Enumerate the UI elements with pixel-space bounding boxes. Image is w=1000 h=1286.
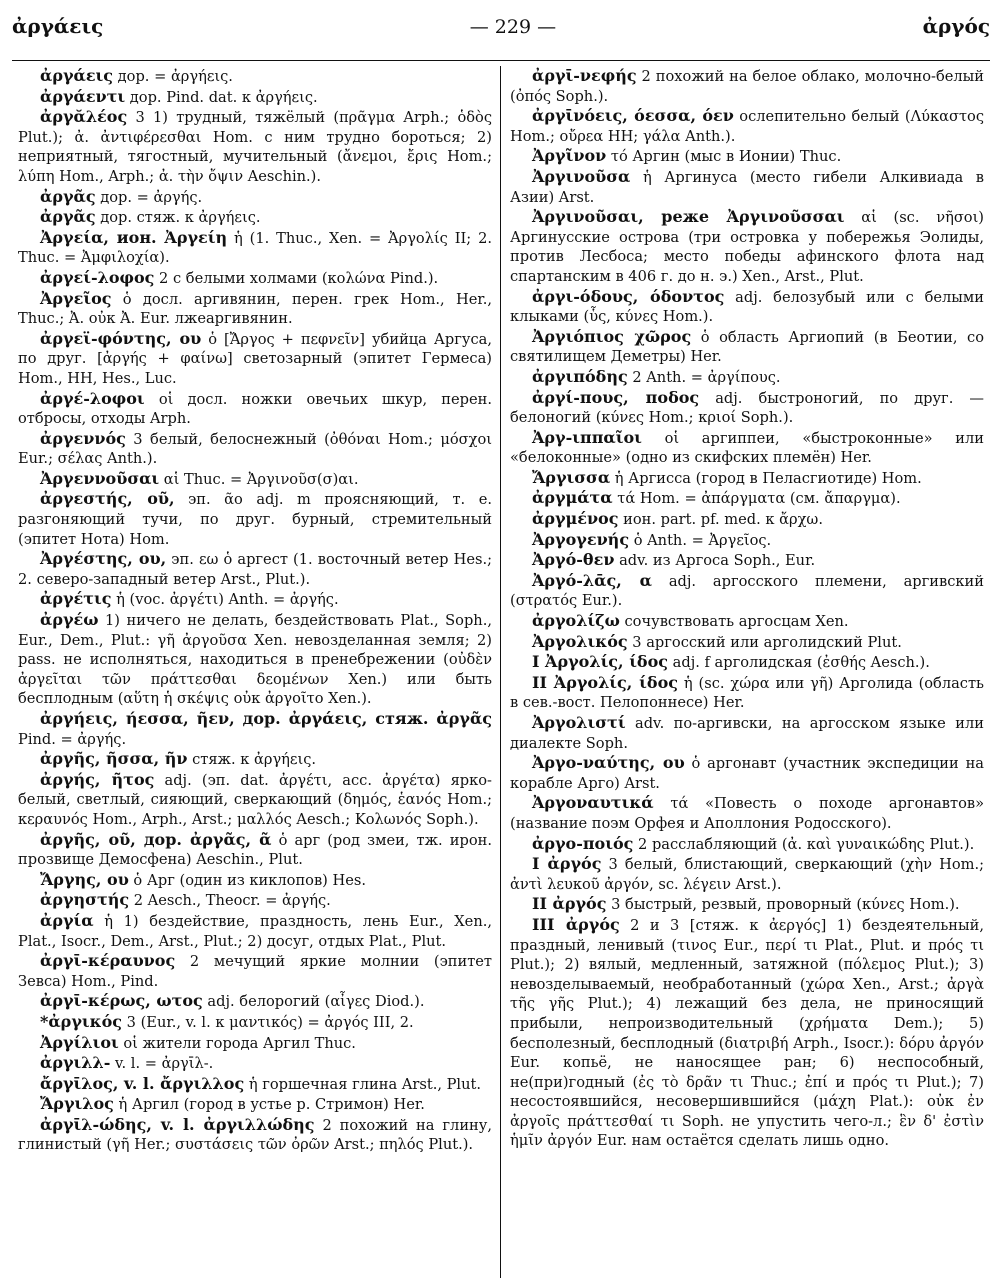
dictionary-entry <box>18 549 492 589</box>
entry-definition: ὁ арг (род змеи, тж. ирон. прозвище Демосфена) Aeschin., Plut. <box>18 831 492 869</box>
dictionary-entry <box>18 1033 492 1054</box>
dictionary-entry <box>18 770 492 830</box>
entry-definition: τά Hom. = ἀπάργματα (см. ἄπαργμα). <box>612 490 901 508</box>
dictionary-entry <box>18 207 492 228</box>
entry-headword: ἀργήεις, ήεσσα, ῆεν, дор. ἀργάεις, стяж. ἀργᾶς <box>40 709 492 728</box>
entry-definition: αἱ (sc. νῆσοι) Аргинусские острова (три островка у побережья Эолиды, против Лесбоса; место победы афинского флота над спартанским в 406 г. до н. э.) Xen., Arst., Plut. <box>510 209 984 285</box>
dictionary-entry <box>18 87 492 108</box>
dictionary-entry <box>510 327 984 367</box>
dictionary-entry <box>18 268 492 289</box>
entry-definition: ὁ досл. аргивянин, перен. грек Hom., Her., Thuc.; Ἀ. οὐκ Ἀ. Eur. лжеаргивянин. <box>18 290 492 328</box>
entry-headword: Ἀργινοῦσα <box>532 166 631 186</box>
entry-definition: ὁ Арг (один из киклопов) Hes. <box>128 871 367 889</box>
dictionary-entry <box>510 66 984 106</box>
entry-headword: Ἀργό-θεν <box>532 550 615 570</box>
entry-headword: Ἀργεῖος <box>40 288 112 308</box>
entry-definition: ἡ (voc. ἀργέτι) Anth. = ἀργής. <box>111 591 339 609</box>
dictionary-entry <box>18 389 492 429</box>
entry-headword: ἀργιλλ- <box>40 1053 111 1073</box>
entry-headword: Ἀργίλιοι <box>40 1032 119 1052</box>
header-last-headword: ἀργός <box>922 14 990 38</box>
entry-headword: Ἄργης, ου <box>40 869 129 889</box>
dictionary-entry <box>18 911 492 951</box>
entry-headword: ἀργεϊ-φόντης, ου <box>40 328 202 348</box>
dictionary-entry <box>18 107 492 186</box>
entry-headword: ἀργᾶς <box>40 207 96 227</box>
entry-definition: 2 с белыми холмами (κολώνα Pind.). <box>154 269 439 287</box>
entry-definition: 3 белый, блистающий, сверкающий (χὴν Hom.; ἀντὶ λευκοῦ ἀργόν, sc. λέγειν Arst.). <box>510 856 984 893</box>
dictionary-entry <box>510 753 984 793</box>
entry-definition: adj. белорогий (αἶγες Diod.). <box>202 993 425 1011</box>
entry-headword: Ἀργολικός <box>532 631 628 651</box>
entry-definition: ἡ Аргил (город в устье р. Стримон) Her. <box>113 1096 425 1114</box>
dictionary-entry <box>18 610 492 709</box>
dictionary-entry <box>18 749 492 770</box>
entry-definition: 3 (Eur., v. l. к μαντικός) = ἀργός III, 2. <box>122 1013 414 1031</box>
entry-definition: 2 похожий на белое облако, молочно-белый (ὀπός Soph.). <box>510 68 984 105</box>
entry-headword: I Ἀργολίς, ίδος <box>532 652 669 672</box>
page-header <box>12 14 990 46</box>
entry-headword: Ἀργιόπιος χῶρος <box>532 326 692 346</box>
entry-headword: ἀργιπόδης <box>532 366 628 386</box>
entry-definition: сочувствовать аргосцам Xen. <box>619 613 849 631</box>
entry-definition: ἡ Аргисса (город в Пеласгиотиде) Hom. <box>610 469 922 487</box>
entry-definition: τά «Повесть о походе аргонавтов» (название поэм Орфея и Аполлония Родосского). <box>510 795 984 832</box>
dictionary-entry <box>18 589 492 610</box>
entry-definition: ὁ область Аргиопий (в Беотии, со святилищем Деметры) Her. <box>510 328 984 366</box>
dictionary-entry <box>510 673 984 713</box>
dictionary-entry <box>18 1012 492 1033</box>
dictionary-entry <box>18 951 492 991</box>
entry-definition: 2 Anth. = ἀργίπους. <box>627 368 781 386</box>
entry-headword: Ἀργεννοῦσαι <box>40 468 160 488</box>
dictionary-entry <box>18 890 492 911</box>
dictionary-entry <box>510 894 984 915</box>
entry-headword: III ἀργός <box>532 914 620 934</box>
entry-definition: adj. быстроногий, по друг. — белоногий (κύνες Hom.; κριοί Soph.). <box>510 389 984 427</box>
entry-headword: Ἀργ-ιππαῖοι <box>532 427 642 447</box>
entry-headword: Ἀργεία, ион. Ἀργείη <box>40 227 228 247</box>
entry-headword: ἀργῑ-κέραυνος <box>40 951 176 971</box>
entry-definition: adv. из Аргоса Soph., Eur. <box>614 552 816 570</box>
entry-definition: 2 и 3 [стяж. к ἀεργός] 1) бездеятельный, праздный, ленивый (τινος Eur., περί τι Plat., Plut. и πρός τι Plut.); 2) вялый, медленный, затяжной (πόλεμος Plut.); 3) невозделываемый, необработанный (χώρα Xen., Arst.; ἀργὰ τῆς γῆς Plut.); 4) лежащий без дела, не приносящий прибыли, непроизводительный (χρήματα Dem.); 5) бесполезный, бесплодный (διατριβή Arph., Isocr.): δόρυ ἀργόν Eur. копьё, не наносящее ран; 6) неспособный, не(при)годный (ἐς τὸ δρᾶν τι Thuc.; ἐπί и πρός τι Plut.); 7) несостоявшийся, несовершившийся (μάχη Plat.): οὐκ ἐν ἀργοῖς πράττεσθαί τι Soph. не упустить чего-л.; ἓν δ' ἐστὶν ἡμῖν ἀργόν Eur. нам остаётся сделать лишь одно. <box>510 916 985 1150</box>
entry-definition: ἡ (1. Thuc., Xen. = Ἀργολίς II; 2. Thuc. = Ἀμφιλοχία). <box>18 229 492 267</box>
dictionary-entry <box>510 488 984 509</box>
entry-headword: ἀργῑνόεις, όεσσα, όεν <box>532 106 734 126</box>
entry-definition: эп. εω ὁ аргест (1. восточный ветер Hes.; 2. северо-западный ветер Arst., Plut.). <box>18 551 492 588</box>
entry-headword: Ἄργισσα <box>532 467 611 487</box>
entry-definition: ἡ (sc. χώρα или γῆ) Арголида (область в сев.-вост. Пелопоннесе) Her. <box>510 674 985 712</box>
entry-definition: дор. стяж. к ἀργήεις. <box>95 209 261 227</box>
dictionary-entry <box>510 915 984 1151</box>
entry-definition: ὁ аргонавт (участник экспедиции на корабле Арго) Arst. <box>510 755 985 792</box>
entry-headword: ἀργῑ-κέρως, ωτος <box>40 991 203 1011</box>
entry-definition: эп. ᾶο adj. m проясняющий, т. е. разгоняющий тучи, по друг. бурный, стремительный (эпитет Нота) Hom. <box>18 491 492 548</box>
entry-headword: ἀργᾶς <box>40 186 96 206</box>
entry-definition: дор. = ἀργήεις. <box>113 68 233 85</box>
entry-definition: 3 белый, белоснежный (ὀθόναι Hom.; μόσχοι Eur.; σέλας Anth.). <box>18 430 492 468</box>
entry-headword: ἀργέω <box>40 610 99 630</box>
entry-definition: 3 быстрый, резвый, проворный (κύνες Hom.). <box>606 896 960 914</box>
dictionary-entry <box>510 530 984 551</box>
entry-headword: ἀργῑ-νεφής <box>532 66 637 85</box>
entry-headword: Ἀργινοῦσαι, реже Ἀργινοῦσσαι <box>532 207 845 227</box>
left-column <box>12 66 501 1278</box>
entry-headword: ἀργί-πους, ποδος <box>532 387 700 407</box>
dictionary-entry <box>510 106 984 146</box>
entry-definition: 2 похожий на глину, глинистый (γῆ Her.; συστάσεις τῶν ὀρῶν Arst.; πηλός Plut.). <box>18 1116 493 1154</box>
entry-definition: ἡ горшечная глина Arst., Plut. <box>244 1075 481 1093</box>
entry-definition: οἱ досл. ножки овечьих шкур, перен. отбросы, отходы Arph. <box>18 390 492 428</box>
entry-headword: ἀργής, ῆτος <box>40 769 155 789</box>
dictionary-entry <box>510 388 984 428</box>
dictionary-entry <box>18 709 492 749</box>
entry-headword: ἀργῆς, οῦ, дор. ἀργᾶς, ᾶ <box>40 829 272 849</box>
entry-definition: οἱ аргиппеи, «быстроконные» или «белоконные» (одно из скифских племён) Her. <box>510 429 984 467</box>
columns <box>12 66 990 1278</box>
dictionary-entry <box>18 429 492 469</box>
entry-definition: ион. part. pf. med. к ἄρχω. <box>618 511 823 529</box>
entry-definition: 1) ничего не делать, бездействовать Plat., Soph., Eur., Dem., Plut.: γῆ ἀργοῦσα Xen. невозделанная земля; 2) pass. не исполняться, находиться в пренебрежении (οὐδὲν ἀργεῖται τῶν πράττεσθαι δεομένων Xen.) или быть бесплодным (αὕτη ἡ σκέψις οὐκ ἀργοῖτο Xen.). <box>18 612 492 708</box>
entry-definition: adj. (эп. dat. ἀργέτι, acc. ἀργέτα) ярко-белый, светлый, сияющий, сверкающий (δημός, ἑανός Hom.; κεραυνός Hom., Arph., Arst.; μαλλός Aesch.; Κολωνός Soph.). <box>18 771 492 828</box>
dictionary-entry <box>510 834 984 855</box>
dictionary-entry <box>18 1053 492 1074</box>
entry-definition: ὁ Anth. = Ἀργεῖος. <box>629 531 772 549</box>
entry-definition: 2 Aesch., Theocr. = ἀργής. <box>129 892 331 910</box>
entry-headword: ἀργέτις <box>40 589 112 609</box>
entry-definition: v. l. = ἀργῑλ-. <box>110 1055 214 1073</box>
entry-headword: ἀργεστής, οῦ, <box>40 489 175 509</box>
header-first-headword: ἀργάεις <box>12 14 104 38</box>
dictionary-entry <box>510 713 984 753</box>
right-column <box>501 66 990 1278</box>
dictionary-entry <box>18 489 492 549</box>
dictionary-entry <box>510 571 984 611</box>
dictionary-entry <box>18 991 492 1012</box>
dictionary-entry <box>18 329 492 389</box>
dictionary-entry <box>18 469 492 490</box>
entry-headword: ἀργεί-λοφος <box>40 267 155 287</box>
dictionary-entry <box>18 228 492 268</box>
entry-definition: ἡ 1) бездействие, праздность, лень Eur., Xen., Plat., Isocr., Dem., Arst., Plut.; 2) досуг, отдых Plat., Plut. <box>18 912 492 950</box>
entry-headword: Ἀργο-ναύτης, ου <box>532 753 685 773</box>
dictionary-entry <box>18 1115 492 1155</box>
entry-headword: ἀργολίζω <box>532 611 620 631</box>
entry-definition: adj. f арголидская (ἐσθής Aesch.). <box>668 654 930 672</box>
entry-headword: Ἀργογενής <box>532 529 630 549</box>
entry-definition: 2 расслабляющий (ἀ. καὶ γυναικώδης Plut.). <box>633 835 975 853</box>
entry-headword: Ἀργέστης, ου, <box>40 549 167 569</box>
dictionary-entry <box>510 854 984 894</box>
dictionary-entry <box>510 550 984 571</box>
entry-definition: дор. Pind. dat. к ἀργήεις. <box>125 88 318 106</box>
entry-headword: II Ἀργολίς, ίδος <box>532 672 679 692</box>
dictionary-entry <box>510 652 984 673</box>
entry-definition: стяж. к ἀργήεις. <box>187 751 317 769</box>
entry-headword: ἀργμένος <box>532 509 619 529</box>
entry-headword: Ἀργολιστί <box>532 713 626 732</box>
entry-definition: 3 1) трудный, тяжёлый (πρᾶγμα Arph.; ὁδὸς Plut.); ἀ. ἀντιφέρεσθαι Hom. с ним трудно бороться; 2) неприятный, тягостный, мучительный (ἄνεμοι, ἔρις Hom.; λύπη Hom., Arph.; ἀ. τὴν ὄψιν Aeschin.). <box>18 109 492 185</box>
page-number: — 229 — <box>469 16 557 38</box>
dictionary-entry <box>510 611 984 632</box>
entry-headword: ἀργεννός <box>40 428 126 448</box>
entry-headword: I ἀργός <box>532 854 602 874</box>
entry-definition: дор. = ἀργής. <box>95 188 203 206</box>
dictionary-entry <box>18 1074 492 1095</box>
dictionary-entry <box>18 66 492 87</box>
dictionary-entry <box>510 287 984 327</box>
entry-headword: *ἀργικός <box>40 1011 123 1031</box>
dictionary-entry <box>510 167 984 207</box>
entry-headword: ἀργῑλ-ώδης, v. l. ἀργιλλώδης <box>40 1114 315 1134</box>
entry-definition: adv. по-аргивски, на аргосском языке или диалекте Soph. <box>510 715 984 752</box>
entry-definition: Pind. = ἀργής. <box>18 730 127 748</box>
entry-definition: adj. белозубый или с белыми клыками (ὗς, κύνες Hom.). <box>510 288 984 326</box>
dictionary-entry <box>510 632 984 653</box>
dictionary-entry <box>510 207 984 286</box>
dictionary-entry <box>510 509 984 530</box>
entry-definition: ἡ Аргинуса (место гибели Алкивиада в Азии) Arst. <box>510 168 984 206</box>
dictionary-entry <box>510 367 984 388</box>
entry-headword: ἀργηστής <box>40 890 130 910</box>
dictionary-entry <box>510 468 984 489</box>
entry-definition: αἱ Thuc. = Ἀργινοῦσ(σ)αι. <box>159 470 359 488</box>
entry-headword: ἀργμάτα <box>532 488 613 508</box>
entry-headword: ἀργι-όδους, όδοντος <box>532 286 725 306</box>
entry-headword: ἄργῑλος, v. l. ἄργιλλος <box>40 1073 245 1093</box>
entry-definition: adj. аргосского племени, аргивский (στρατός Eur.). <box>510 572 984 610</box>
header-rule <box>12 60 990 61</box>
entry-headword: II ἀργός <box>532 894 607 914</box>
entry-headword: ἀργᾰλέος <box>40 107 128 127</box>
dictionary-entry <box>18 289 492 329</box>
entry-definition: ὁ [Ἄργος + πεφνεῖν] убийца Аргуса, по друг. [ἀργής + φαίνω] светозарный (эпитет Гермеса) Hom., HH, Hes., Luc. <box>18 330 492 387</box>
entry-definition: ослепительно белый (Λύκαστος Hom.; οὔρεα HH; γάλα Anth.). <box>510 108 985 145</box>
dictionary-entry <box>18 870 492 891</box>
dictionary-entry <box>510 146 984 167</box>
entry-headword: ἀργο-ποιός <box>532 833 634 853</box>
entry-headword: ἀργάεντι <box>40 86 126 106</box>
dictionary-entry <box>510 793 984 833</box>
entry-definition: οἱ жители города Аргил Thuc. <box>118 1034 356 1052</box>
entry-headword: Ἀργό-λᾱς, α <box>532 570 652 590</box>
entry-definition: 3 аргосский или арголидский Plut. <box>627 633 902 651</box>
entry-headword: ἀργάεις <box>40 66 114 85</box>
entry-definition: τό Аргин (мыс в Ионии) Thuc. <box>606 148 842 166</box>
entry-headword: ἀργία <box>40 910 94 930</box>
dictionary-entry <box>510 428 984 468</box>
dictionary-entry <box>18 1094 492 1115</box>
entry-headword: Ἀργοναυτικά <box>532 793 654 813</box>
dictionary-entry <box>18 830 492 870</box>
entry-headword: Ἄργιλος <box>40 1094 114 1114</box>
entry-headword: ἀργῆς, ῆσσα, ῆν <box>40 749 188 769</box>
entry-definition: 2 мечущий яркие молнии (эпитет Зевса) Hom., Pind. <box>18 953 492 990</box>
dictionary-entry <box>18 187 492 208</box>
entry-headword: Ἀργῖνον <box>532 146 607 166</box>
entry-headword: ἀργέ-λοφοι <box>40 388 145 408</box>
